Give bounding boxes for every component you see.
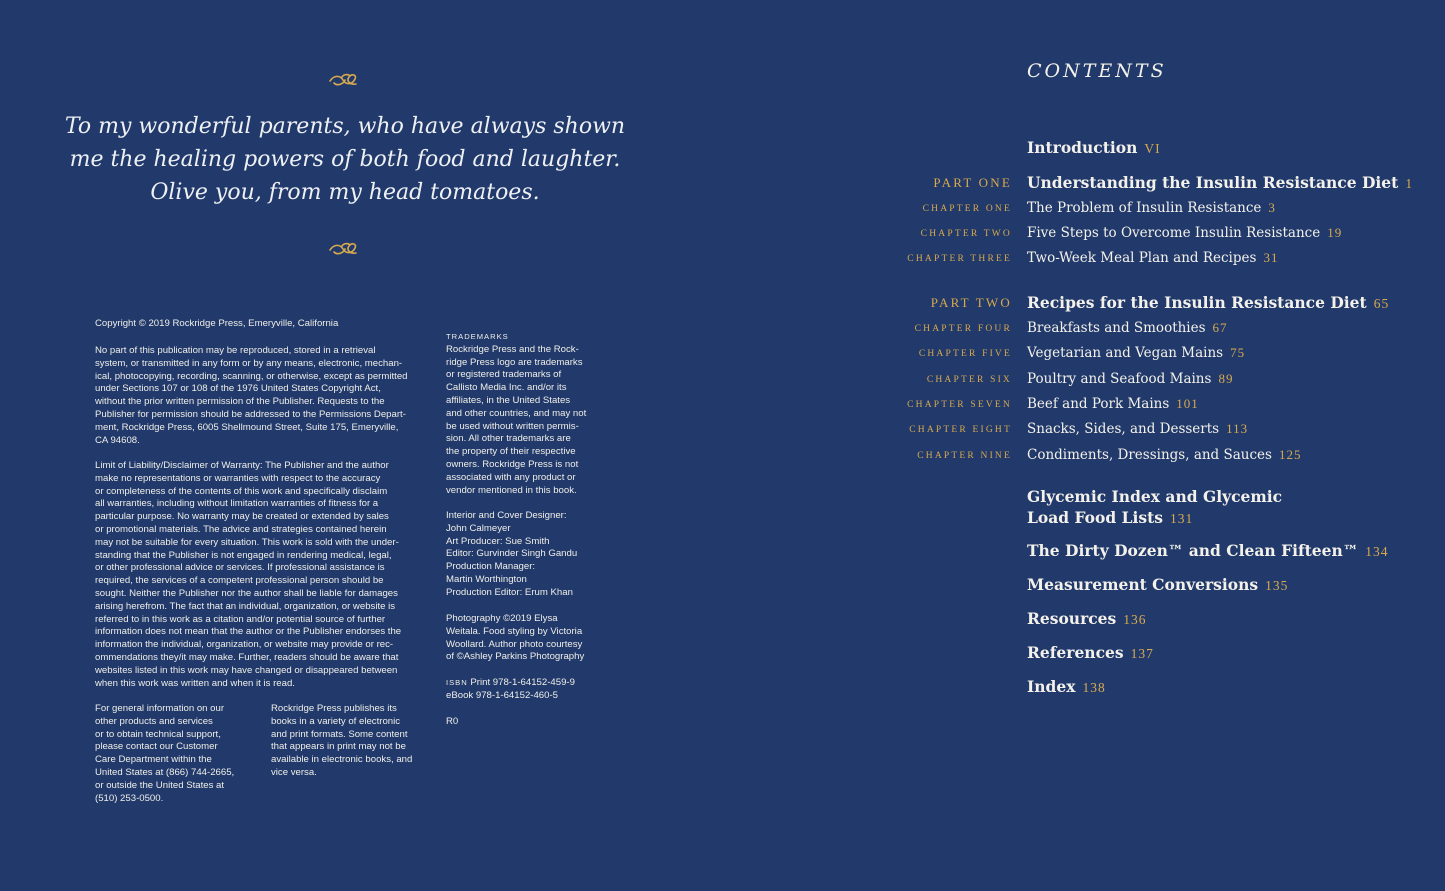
text-line: may not be suitable for every situation. This work is sold with the under-	[95, 536, 399, 548]
flourish-ornament-icon	[328, 71, 362, 89]
toc-chapter-label: CHAPTER SIX	[926, 375, 1012, 385]
toc-title: Understanding the Insulin Resistance Diet 1	[1027, 173, 1414, 192]
text-line: under Sections 107 or 108 of the 1976 United States Copyright Act,	[95, 383, 381, 395]
toc-page-number: VI	[1144, 141, 1161, 156]
toc-title: Poultry and Seafood Mains 89	[1027, 371, 1234, 387]
isbn-print: Print 978-1-64152-459-9	[470, 677, 575, 688]
text-line: associated with any product or	[446, 471, 576, 483]
text-line: United States at (866) 744-2665,	[95, 766, 235, 778]
text-line: of ©Ashley Parkins Photography	[446, 651, 585, 663]
toc-page-number: 75	[1230, 345, 1246, 360]
text-line: Care Department within the	[95, 754, 212, 766]
text-line: or other professional advice or services. If professional assistance is	[95, 562, 385, 574]
text-line: information does not mean that the author or the Publisher endorses the	[95, 626, 402, 638]
toc-page-number: 3	[1268, 200, 1276, 215]
toc-title: The Problem of Insulin Resistance 3	[1027, 200, 1276, 216]
text-line: owners. Rockridge Press is not	[446, 458, 579, 470]
text-line: arising herefrom. The fact that an individual, organization, or website is	[95, 600, 396, 612]
toc-chapter-label: CHAPTER ONE	[922, 204, 1012, 214]
text-line: when this work was written and when it is read.	[95, 677, 295, 689]
text-line: vendor mentioned in this book.	[446, 484, 577, 496]
text-line: or outside the United States at	[95, 779, 225, 791]
text-line: books in a variety of electronic	[271, 715, 401, 727]
toc-title: References 137	[1027, 643, 1154, 662]
toc-page-number: 101	[1176, 396, 1199, 411]
text-line: For general information on our	[95, 703, 225, 714]
trademarks-section	[446, 331, 586, 497]
text-line: Production Manager:	[446, 561, 536, 573]
toc-chapter-label: CHAPTER FOUR	[914, 324, 1012, 334]
dedication-line: To my wonderful parents, who have always shown	[64, 114, 626, 139]
toc-title: Beef and Pork Mains 101	[1027, 396, 1199, 412]
copyright-line: Copyright © 2019 Rockridge Press, Emeryville, California	[95, 318, 339, 329]
text-line: particular purpose. No warranty may be created or extended by sales	[95, 511, 389, 523]
text-line: Art Producer: Sue Smith	[446, 535, 550, 547]
text-line: John Calmeyer	[446, 522, 511, 534]
formats-paragraph	[271, 703, 412, 780]
rights-paragraph	[95, 345, 408, 447]
left-page	[0, 0, 722, 891]
toc-page-number: 135	[1265, 578, 1289, 593]
dedication	[60, 110, 630, 209]
isbn-ebook: eBook 978-1-64152-460-5	[446, 689, 559, 701]
text-line: affiliates, in the United States	[446, 394, 571, 406]
text-line: ommendations they/it may make. Further, readers should be aware that	[95, 651, 399, 663]
text-line: that appears in print may not be	[271, 741, 406, 753]
toc-title: Condiments, Dressings, and Sauces 125	[1027, 447, 1302, 463]
toc-page-number: 131	[1169, 511, 1194, 526]
toc-page-number: 138	[1082, 680, 1106, 695]
text-line: vice versa.	[271, 766, 317, 778]
text-line: standing that the Publisher is not engaged in rendering medical, legal,	[95, 549, 392, 561]
toc-title: Five Steps to Overcome Insulin Resistance 19	[1027, 225, 1343, 241]
dedication-line: Olive you, from my head tomatoes.	[150, 180, 540, 205]
text-line: Publisher for permission should be addressed to the Permissions Depart-	[95, 408, 406, 420]
text-line: without the prior written permission of the Publisher. Requests to the	[95, 396, 385, 408]
text-line: Weitala. Food styling by Victoria	[446, 625, 583, 637]
flourish-ornament-icon	[328, 240, 362, 258]
toc-chapter-label: CHAPTER FIVE	[918, 349, 1012, 359]
text-line: please contact our Customer	[95, 741, 218, 753]
text-line: Editor: Gurvinder Singh Gandu	[446, 548, 578, 560]
text-line: Callisto Media Inc. and/or its	[446, 382, 567, 394]
liability-paragraph	[95, 460, 401, 690]
text-line: and other countries, and may not	[446, 407, 587, 419]
text-line: sought. Neither the Publisher nor the author shall be liable for damages	[95, 587, 398, 599]
text-line: Martin Worthington	[446, 573, 527, 585]
text-line: or to obtain technical support,	[95, 728, 221, 740]
toc-title: Glycemic Index and Glycemic Load Food Lists 131	[1027, 487, 1283, 527]
text-line: Woollard. Author photo courtesy	[446, 638, 583, 650]
text-line: ment, Rockridge Press, 6005 Shellmound Street, Suite 175, Emeryville,	[95, 421, 399, 433]
toc-title: The Dirty Dozen™ and Clean Fifteen™ 134	[1027, 541, 1389, 560]
toc-title: Two-Week Meal Plan and Recipes 31	[1027, 250, 1279, 266]
toc-chapter-label: CHAPTER EIGHT	[909, 425, 1012, 435]
toc-chapter-label: CHAPTER NINE	[917, 451, 1012, 461]
text-line: (510) 253-0500.	[95, 792, 164, 804]
text-line: information the individual, organization, or website may provide or rec-	[95, 639, 394, 651]
toc-page-number: 134	[1365, 544, 1389, 559]
toc-page-number: 137	[1130, 646, 1154, 661]
toc-title: Breakfasts and Smoothies 67	[1027, 320, 1228, 336]
text-line: and print formats. Some content	[271, 728, 408, 740]
toc-title: Measurement Conversions 135	[1027, 575, 1289, 594]
text-line: ical, photocopying, recording, scanning, or otherwise, except as permitted	[95, 370, 408, 382]
text-line: available in electronic books, and	[271, 754, 413, 766]
toc-page-number: 1	[1405, 176, 1414, 191]
text-line: Production Editor: Erum Khan	[446, 586, 573, 598]
text-line: ridge Press logo are trademarks	[446, 356, 583, 368]
text-line: websites listed in this work may have changed or disappeared between	[95, 664, 398, 676]
toc-title: Vegetarian and Vegan Mains 75	[1027, 345, 1246, 361]
toc-page-number: 19	[1327, 225, 1343, 240]
text-line: make no representations or warranties with respect to the accuracy	[95, 472, 381, 484]
text-line: Interior and Cover Designer:	[446, 510, 567, 521]
text-line: Rockridge Press publishes its	[271, 703, 397, 714]
text-line: or promotional materials. The advice and strategies contained herein	[95, 523, 387, 535]
general-info-paragraph	[95, 703, 234, 805]
text-line: No part of this publication may be reproduced, stored in a retrieval	[95, 345, 376, 356]
text-line: Photography ©2019 Elysa	[446, 613, 558, 624]
toc-page-number: 89	[1218, 371, 1234, 386]
toc-page-number: 65	[1373, 296, 1390, 311]
text-line: or registered trademarks of	[446, 369, 562, 381]
text-line: other products and services	[95, 715, 213, 727]
contents-heading: CONTENTS	[1027, 60, 1167, 82]
text-line: referred to in this work as a citation and/or potential source of further	[95, 613, 386, 625]
isbn-section	[446, 677, 575, 703]
trademarks-heading: TRADEMARKS	[446, 332, 509, 341]
toc-chapter-label: CHAPTER THREE	[907, 254, 1012, 264]
toc-page-number: 67	[1212, 320, 1228, 335]
toc-chapter-label: CHAPTER SEVEN	[907, 400, 1012, 410]
toc-page-number: 136	[1123, 612, 1147, 627]
text-line: required, the services of a competent professional person should be	[95, 575, 384, 587]
text-line: or completeness of the contents of this work and specifically disclaim	[95, 485, 388, 497]
text-line: sion. All other trademarks are	[446, 433, 571, 445]
toc-page-number: 125	[1278, 447, 1302, 462]
toc-chapter-label: CHAPTER TWO	[920, 229, 1012, 239]
text-line: CA 94608.	[95, 434, 140, 446]
isbn-label: ISBN	[446, 678, 468, 687]
text-line: Rockridge Press and the Rock-	[446, 343, 579, 355]
credits-section	[446, 510, 577, 600]
dedication-line: me the healing powers of both food and laughter.	[69, 147, 621, 172]
toc-part-label: PART TWO	[930, 295, 1012, 310]
toc-title: Introduction VI	[1027, 138, 1161, 157]
toc-title: Index 138	[1027, 677, 1106, 696]
photography-section	[446, 613, 584, 664]
toc-page-number: 31	[1263, 250, 1279, 265]
text-line: all warranties, including without limitation warranties of fitness for a	[95, 498, 379, 510]
toc-part-label: PART ONE	[933, 175, 1012, 190]
toc-title: Snacks, Sides, and Desserts 113	[1027, 421, 1249, 437]
toc-title: Recipes for the Insulin Resistance Diet 65	[1027, 293, 1390, 312]
text-line: the property of their respective	[446, 446, 576, 458]
toc-title: Resources 136	[1027, 609, 1147, 628]
printing-code: R0	[446, 716, 459, 727]
text-line: Limit of Liability/Disclaimer of Warranty: The Publisher and the author	[95, 460, 389, 471]
text-line: system, or transmitted in any form or by any means, electronic, mechan-	[95, 357, 403, 369]
toc-page-number: 113	[1226, 421, 1249, 436]
text-line: be used without written permis-	[446, 420, 579, 432]
